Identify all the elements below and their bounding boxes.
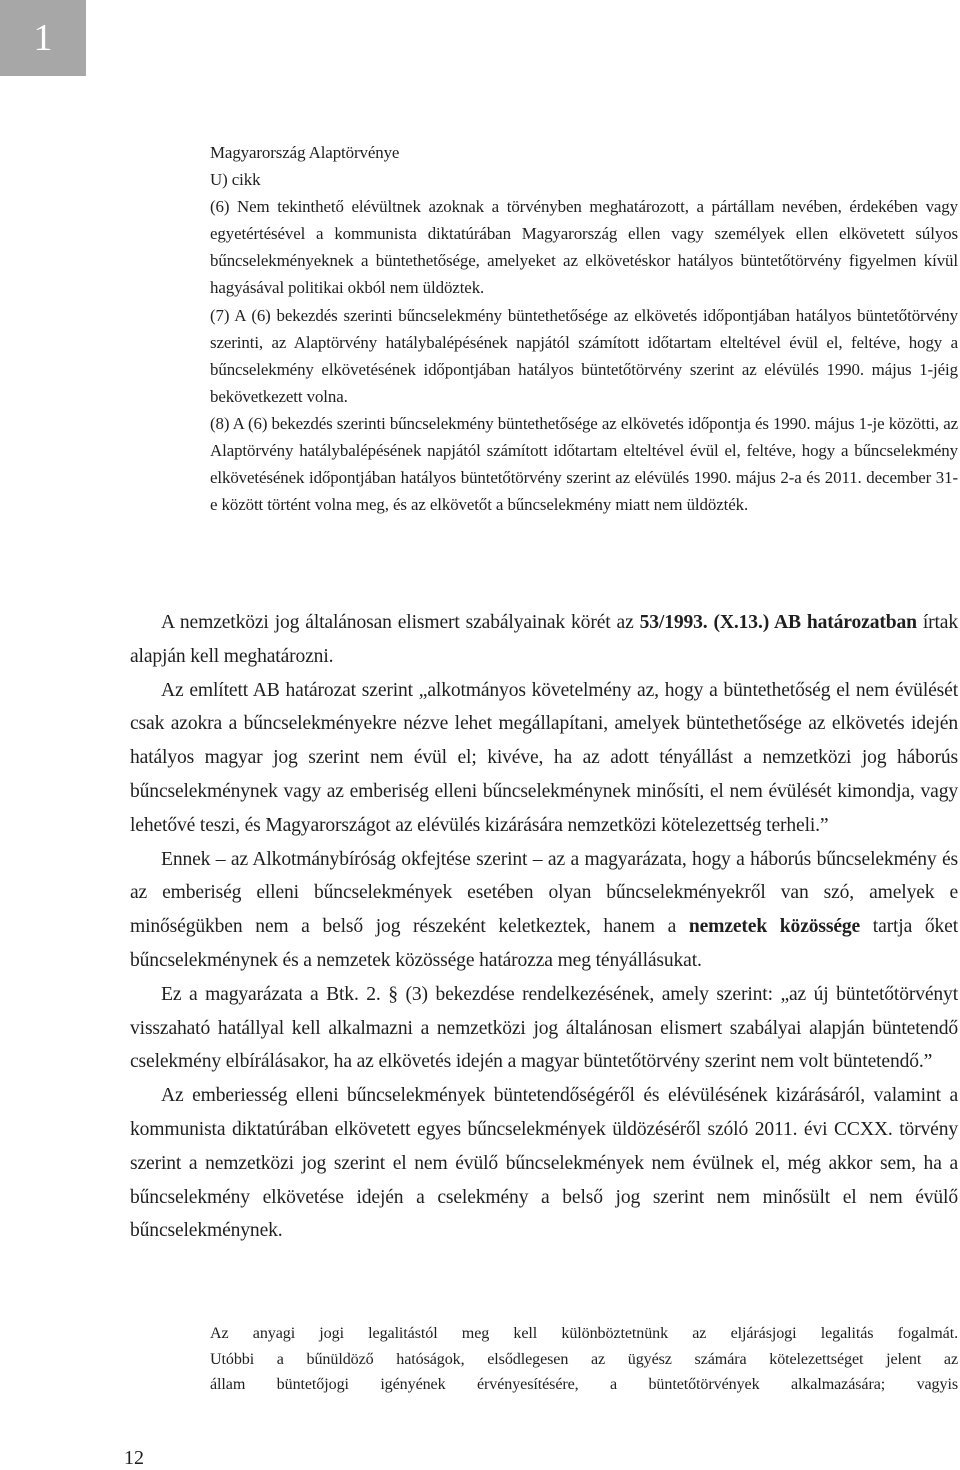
body-paragraph-1 <box>130 606 958 674</box>
footnote-line-2: Utóbbi a bűnüldöző hatóságok, elsődlegesen az ügyész számára kötelezettséget jelent az <box>210 1350 958 1368</box>
body-paragraph-1-text-b: írtak alapján kell meghatározni. <box>130 612 959 667</box>
footnote-line-1: Az anyagi jogi legalitástól meg kell különböztetnünk az eljárásjogi legalitás fogalmát. <box>210 1325 958 1342</box>
quote-title: Magyarország Alaptörvénye <box>210 143 400 162</box>
quote-paragraph-8: (8) A (6) bekezdés szerinti bűncselekmény büntethetősége az elkövetés időpontja és 1990. május 1-je közötti, az Alaptörvény hatálybalépésének napjától számított időtartam elteltével évül el, feltéve, hogy a bűncselekmény elkövetésének időpontjában hatályos büntetőtörvény szerint az elévülés 1990. május 2-a és 2011. december 31-e között történt volna meg, és az elkövetőt a bűncselekmény miatt nem üldözték. <box>210 413 958 515</box>
chapter-number-tab: 1 <box>0 0 86 76</box>
quote-article: U) cikk <box>210 170 261 190</box>
body-paragraph-3-text-a: Ennek – az Alkotmánybíróság okfejtése szerint – az a magyarázata, hogy a háborús bűncselekmény és az emberiség elleni bűncselekmények esetében olyan bűncselekményekről van szó, amelyek e minőségükben nem a belső jog részeként keletkeztek, hanem a <box>130 848 958 938</box>
body-paragraph-3 <box>130 843 958 978</box>
body-paragraph-1-bold: 53/1993. (X.13.) AB határozatban <box>639 612 917 633</box>
footnote-block <box>210 1321 958 1398</box>
quote-paragraph-6: (6) Nem tekinthető elévültnek azoknak a törvényben meghatározott, a pártállam nevében, érdekében vagy egyetértésével a kommunista diktatúrában Magyarország ellen vagy személyek ellen elkövetett súlyos bűncselekményeknek a büntethetősége, amelyeket az elkövetéskor hatályos büntetőtörvény figyelmen kívül hagyásával politikai okból nem üldöztek. <box>210 197 958 298</box>
footnote-line-3: állam büntetőjogi igényének érvényesítésére, a büntetőtörvények alkalmazására; vagyis <box>210 1376 958 1393</box>
main-body-text <box>130 606 958 1248</box>
body-paragraph-3-text-b: tartja őket bűncselekménynek és a nemzetek közössége határozza meg tényállásukat. <box>130 916 958 971</box>
constitution-quote-block <box>210 139 958 518</box>
body-paragraph-4: Ez a magyarázata a Btk. 2. § (3) bekezdése rendelkezésének, amely szerint: „az új büntetőtörvényt visszaható hatállyal kell alkalmazni a nemzetközi jog általánosan elismert szabályai alapján büntetendő cselekmény elbírálásakor, ha az elkövetés idején a magyar büntetőtörvény szerint nem volt büntetendő.” <box>130 983 958 1073</box>
body-paragraph-1-text-a: A nemzetközi jog általánosan elismert szabályainak körét az <box>161 612 640 633</box>
body-paragraph-5: Az emberiesség elleni bűncselekmények büntetendőségéről és elévülésének kizárásáról, valamint a kommunista diktatúrában elkövetett egyes bűncselekmények üldözéséről szóló 2011. évi CCXX. törvény szerint a nemzetközi jog szerint el nem évülő bűncselekmények nem évülnek el, még akkor sem, ha a bűncselekmény elkövetése idején a cselekmény a belső jog szerint nem minősült el nem évülő bűncselekménynek. <box>130 1085 958 1242</box>
quote-paragraph-7: (7) A (6) bekezdés szerinti bűncselekmény büntethetősége az elkövetés időpontjában hatályos büntetőtörvény szerinti, az Alaptörvény hatálybalépésének napjától számított időtartam elteltével évül el, feltéve, hogy a bűncselekmény elkövetésének időpontjában hatályos büntetőtörvény szerint az elévülés 1990. május 1-jéig bekövetkezett volna. <box>210 305 958 406</box>
body-paragraph-3-bold: nemzetek közössége <box>688 916 861 938</box>
body-paragraph-2: Az említett AB határozat szerint „alkotmányos követelmény az, hogy a büntethetőség el nem évülését csak azokra a bűncselekményekre nézve lehet megállapítani, amelyek büntethetősége az elkövetés idején hatályos magyar jog szerint nem évül el; kivéve, ha az adott tényállást a nemzetközi jog háborús bűncselekménynek vagy az emberiség elleni bűncselekménynek minősíti, el nem évülését kimondja, vagy lehetővé teszi, és Magyarországot az elévülés kizárására nemzetközi kötelezettség terheli.” <box>130 679 958 836</box>
page-number: 12 <box>124 1447 144 1469</box>
